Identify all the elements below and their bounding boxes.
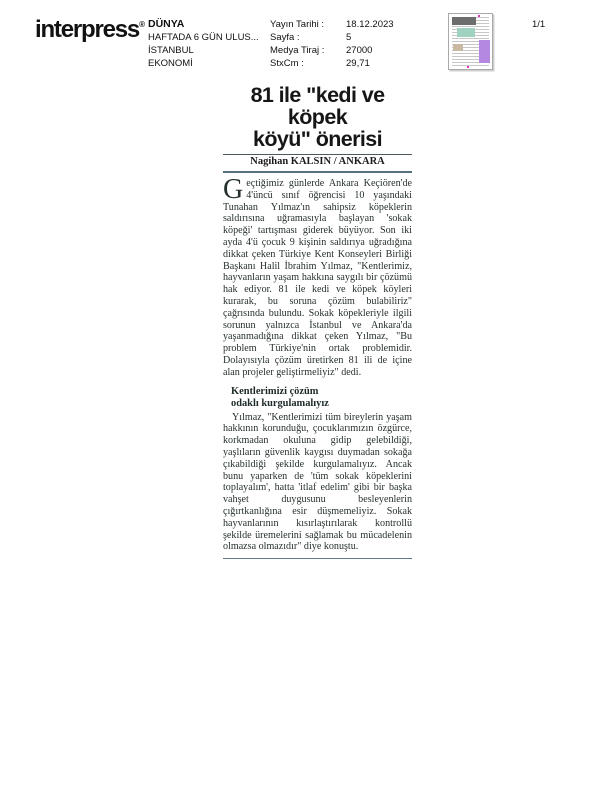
article-byline: Nagihan KALSIN / ANKARA [250, 156, 385, 167]
circulation-value: 27000 [346, 45, 373, 56]
source-page-thumbnail [448, 13, 493, 70]
publication-category: EKONOMİ [148, 58, 193, 69]
subheading-line-2: odaklı kurgulamalıyız [231, 397, 329, 409]
publication-frequency: HAFTADA 6 GÜN ULUS... [148, 32, 259, 43]
page-value: 5 [346, 32, 352, 43]
thumbnail-masthead [452, 17, 476, 25]
meta-row-publish-date [270, 18, 394, 31]
publication-city: İSTANBUL [148, 45, 194, 56]
subheading-line-1: Kentlerimizi çözüm [231, 385, 319, 397]
headline-line-2: köyü" önerisi [252, 127, 383, 151]
meta-row-page [270, 31, 394, 44]
page-label: Sayfa : [270, 32, 300, 43]
article-paragraph-2: Yılmaz, "Kentlerimizi tüm bireylerin yaşam hakkının korunduğu, çocuklarımızın özgürce, korkmadan okuluna gidip gelebildiği, yaşlıların güvenlik kaygısı duymadan sokağa çıkabildiği şekilde kurgulamalıyız. Ancak bunu yaparken de 'tüm sokak köpeklerini toplayalım', hatta 'itlaf edelim' gibi bir başka vahşet duygusunu besleyenlerin çığırtkanlığına esir düşmemeliyiz. Sokak hayvanlarının kısırlaştırılarak kontrollü şekilde üremelerini sağlamak bu mücadelenin olmazsa olmazıdır" diye konuştu. [223, 411, 412, 553]
stxcm-value: 29,71 [346, 58, 370, 69]
article-subheading [223, 386, 412, 410]
thumbnail-article-highlight [479, 40, 490, 63]
thumbnail-photo-small [453, 44, 463, 51]
interpress-logo-text: interpress [35, 16, 140, 43]
byline-bottom-rule [223, 171, 412, 173]
publish-date-label: Yayın Tarihi : [270, 19, 325, 30]
interpress-logo [35, 16, 145, 44]
article-paragraph-1 [223, 174, 412, 379]
thumbnail-photo [457, 28, 475, 37]
publish-date-value: 18.12.2023 [346, 19, 394, 30]
article-clipping [223, 84, 412, 559]
meta-row-stxcm [270, 57, 394, 70]
stxcm-label: StxCm : [270, 58, 304, 69]
registered-trademark-mark: ® [139, 20, 145, 29]
article-headline [223, 84, 412, 150]
paragraph-1-text: eçtiğimiz günlerde Ankara Keçiören'de 4'üncü sınıf öğrencisi 10 yaşındaki Tunahan Yılmaz'ın sahipsiz köpeklerin saldırısına uğramasıyla başlayan 'sokak köpeği' tartışması giderek büyüyor. Son iki ayda 4'ü çocuk 9 kişinin saldırıya uğradığına dikkat çeken Türkiye Kent Konseyleri Birliği Başkanı Halil İbrahim Yılmaz, "Kentlerimiz, hayvanların yaşam hakkına saygılı bir çözümü hak ediyor. 81 ile kedi ve köpek köyleri kurarak, bu soruna çözüm bulabiliriz" çağrısında bulundu. Sokak köpekleriyle ilgili sorunun yalnızca İstanbul ve Ankara'da yaşanmadığına dikkat çeken Yılmaz, "Bu problem Türkiye'nin ortak problemidir. Dolayısıyla çözüm üretirken 81 ili de içine alan projeler geliştirmeliyiz" dedi. [223, 178, 412, 378]
headline-line-1: 81 ile "kedi ve köpek [250, 83, 385, 129]
drop-cap: G [223, 174, 244, 205]
clipping-meta [270, 18, 394, 70]
publication-name: DÜNYA [148, 18, 185, 30]
thumbnail-registration-mark [478, 15, 480, 17]
page-indicator: 1/1 [532, 19, 546, 30]
publication-info [148, 18, 259, 70]
article-end-rule [223, 558, 412, 559]
meta-row-circulation [270, 44, 394, 57]
thumbnail-registration-mark [467, 66, 469, 68]
circulation-label: Medya Tiraj : [270, 45, 325, 56]
